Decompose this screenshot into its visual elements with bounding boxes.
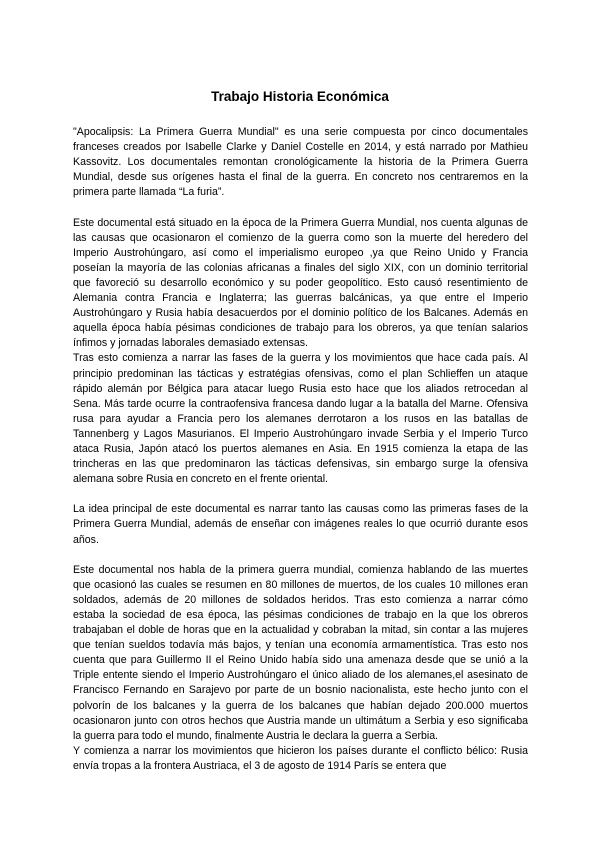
document-body — [73, 125, 528, 774]
document-title: Trabajo Historia Económica — [211, 89, 389, 104]
paragraph-summary: Este documental nos habla de la primera guerra mundial, comienza hablando de las muertes que ocasionó las cuales se resumen en 80 millones de muertos, de los cuales 10 millones eran soldados, además de 20 millones de soldados heridos. Tras esto comienza a narrar cómo estaba la sociedad de esa época, las pésimas condiciones de trabajo en la que los obreros trabajaban el doble de horas que en la actualidad y cobraban la mitad, sin contar a las mujeres que tenían sueldos todavía más bajos, y tenían una economía armamentística. Tras esto nos cuenta que para Guillermo II el Reino Unido había sido una amenaza desde que se unió a la Triple entente siendo el Imperio Austrohúngaro el único aliado de los alemanes,el asesinato de Francisco Fernando en Sarajevo por parte de un bosnio nacionalista, este hecho junto con el polvorín de los balcanes y la guerra de los balcanes que habían dejado 200.000 muertos ocasionaron junto con otros hechos que Austria mande un ultimátum a Serbia y eso significaba la guerra para todo el mundo, finalmente Austria le declara la guerra a Serbia. — [73, 563, 528, 742]
paragraph-main-idea: La idea principal de este documental es narrar tanto las causas como las primeras fases de la Primera Guerra Mundial, además de enseñar con imágenes reales lo que ocurrió durante esos años. — [73, 503, 528, 546]
paragraph-movements: Y comienza a narrar los movimientos que hicieron los países durante el conflicto bélico: Rusia envía tropas a la frontera Austriaca, el 3 de agosto de 1914 París se entera que — [73, 744, 528, 772]
paragraph-intro: "Apocalipsis: La Primera Guerra Mundial" es una serie compuesta por cinco documentales franceses creados por Isabelle Clarke y Daniel Costelle en 2014, y está narrado por Mathieu Kassovitz. Los documentales remontan cronológicamente la historia de la Primera Guerra Mundial, desde sus orígenes hasta el final de la guerra. En concreto nos centraremos en la primera parte llamada “La furia”. — [73, 126, 528, 199]
paragraph-causes: Este documental está situado en la época de la Primera Guerra Mundial, nos cuenta algunas de las causas que ocasionaron el comienzo de la guerra como son la muerte del heredero del Imperio Austrohúngaro, así como el imperialismo europeo ,ya que Reino Unido y Francia poseían la mayoría de las colonias africanas a finales del siglo XIX, con un dominio territorial que favoreció su desarrollo económico y su poder geopolítico. Esto causó resentimiento de Alemania contra Francia e Inglaterra; las guerras balcánicas, ya que entre el Imperio Austrohúngaro y Rusia había desacuerdos por el dominio político de los Balcanes. Además en aquella época había pésimas condiciones de trabajo para los obreros, ya que tenían salarios ínfimos y jornadas laborales demasiado extensas. — [73, 216, 528, 350]
paragraph-phases: Tras esto comienza a narrar las fases de la guerra y los movimientos que hace cada país. Al principio predominan las tácticas y estratégias ofensivas, como el plan Schlieffen un ataque rápido alemán por Bélgica para atacar luego Rusia esto hace que los aliados retrocedan al Sena. Más tarde ocurre la contraofensiva francesa dando lugar a la batalla del Marne. Ofensiva rusa para ayudar a Francia pero los alemanes derrotaron a los rusos en las batallas de Tannenberg y Lagos Masurianos. El Imperio Austrohúngaro invade Serbia y el Imperio Turco ataca Rusia, Japón atacó los puertos alemanes en Asia. En 1915 comienza la etapa de las trincheras en las que predominaron las tácticas defensivas, sin embargo surge la ofensiva alemana sobre Rusia en concreto en el frente oriental. — [73, 352, 528, 486]
